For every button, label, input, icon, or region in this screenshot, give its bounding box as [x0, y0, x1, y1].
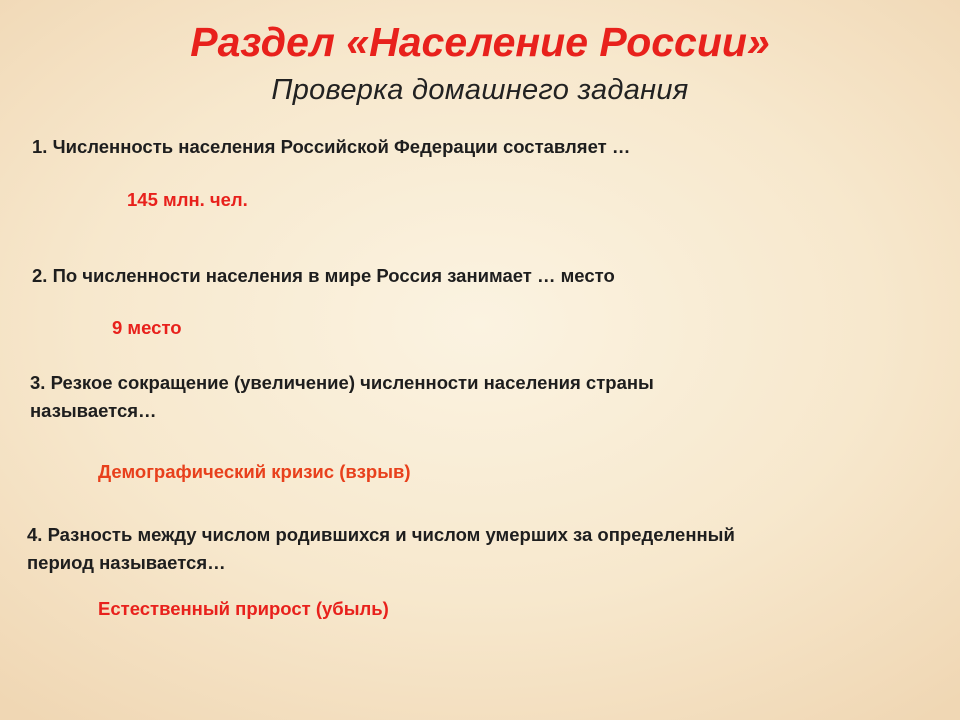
question-4-line-1: 4. Разность между числом родившихся и числом умерших за определенный: [27, 524, 735, 545]
question-4: [27, 521, 735, 577]
answer-4: Естественный прирост (убыль): [98, 598, 389, 619]
slide-title: Раздел «Население России»: [190, 19, 770, 65]
question-3-line-2: называется…: [30, 400, 157, 421]
question-2-line-1: 2. По численности населения в мире Россия занимает … место: [32, 265, 615, 286]
question-2: [32, 262, 615, 290]
question-3: [30, 369, 654, 425]
question-3-line-1: 3. Резкое сокращение (увеличение) численности населения страны: [30, 372, 654, 393]
answer-3: Демографический кризис (взрыв): [98, 461, 411, 482]
question-4-line-2: период называется…: [27, 552, 226, 573]
question-1: [32, 133, 630, 161]
answer-1: 145 млн. чел.: [127, 189, 248, 210]
slide-subtitle: Проверка домашнего задания: [271, 74, 689, 106]
answer-2: 9 место: [112, 317, 182, 338]
question-1-line-1: 1. Численность населения Российской Федерации составляет …: [32, 136, 631, 157]
